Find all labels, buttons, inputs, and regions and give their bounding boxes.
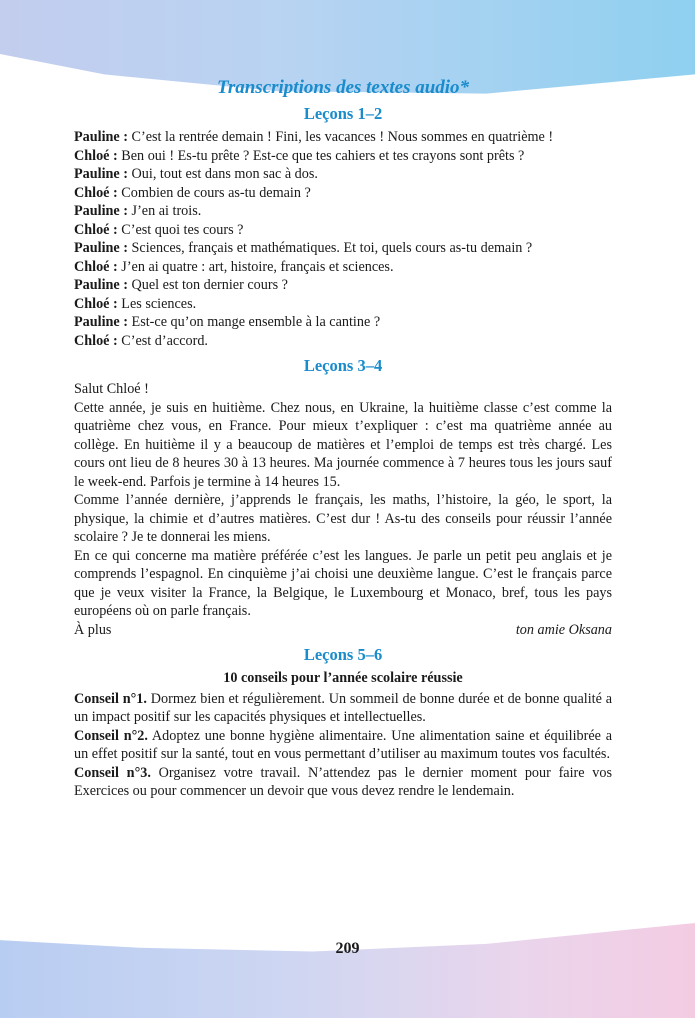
dialogue-line: Pauline : Est-ce qu’on mange ensemble à la cantine ?	[74, 314, 381, 330]
page-title: Transcriptions des textes audio*	[216, 77, 470, 98]
section-heading: Leçons 1–2	[303, 104, 383, 123]
letter-paragraph: Comme l’année dernière, j’apprends le français, les maths, l’histoire, la géo, le sport, la physique, la chimie et d’autres matières. C’est dur ! As-tu des conseils pour réussir l’année scolaire ? Je te donnerai les miens.	[74, 492, 612, 545]
dialogue	[74, 128, 612, 350]
dialogue-line: Pauline : Quel est ton dernier cours ?	[74, 277, 288, 293]
letter-greeting: Salut Chloé !	[74, 381, 149, 397]
dialogue-line: Chloé : C’est d’accord.	[74, 332, 208, 349]
section-lecons-3-4	[74, 355, 612, 639]
dialogue-line: Chloé : Ben oui ! Es-tu prête ? Est-ce que tes cahiers et tes crayons sont prêts ?	[74, 147, 525, 164]
bottom-decorative-band	[0, 923, 695, 1018]
tip-item: Conseil n°2. Adoptez une bonne hygiène alimentaire. Une alimentation saine et équilibrée a un effet positif sur la santé, tout en vous permettant d’utiliser au maximum toutes vos facultés.	[74, 727, 612, 762]
dialogue-line: Chloé : J’en ai quatre : art, histoire, français et sciences.	[74, 258, 394, 275]
page-number: 209	[335, 940, 360, 957]
letter-signature	[74, 621, 612, 640]
dialogue-line: Pauline : Sciences, français et mathématiques. Et toi, quels cours as-tu demain ?	[74, 240, 533, 256]
letter-paragraph: En ce qui concerne ma matière préférée c’est les langues. Je parle un petit peu anglais et je comprends l’espagnol. En cinquième j’ai choisi une deuxième langue. C’est le français parce que je veux visiter la France, la Belgique, le Luxembourg et Monaco, bref, tous les pays européens où on parle français.	[74, 547, 612, 619]
dialogue-line: Chloé : C’est quoi tes cours ?	[74, 221, 244, 238]
section-heading: Leçons 5–6	[303, 645, 383, 664]
closing-left: À plus	[74, 621, 112, 638]
letter-paragraph: Cette année, je suis en huitième. Chez nous, en Ukraine, la huitième classe c’est comme la quatrième chez vous, en France. Pour mieux t’expliquer : c’est ma quatrième année au collège. En huitième il y a beaucoup de matières et l’emploi de temps est très chargé. Les cours ont lieu de 8 heures 30 à 13 heures. Ma journée commence à 7 heures tous les jours sauf le week-end. Parfois je termine à 14 heures 15.	[74, 399, 612, 490]
dialogue-line: Pauline : Oui, tout est dans mon sac à dos.	[74, 166, 318, 182]
page-content	[74, 76, 612, 806]
dialogue-line: Chloé : Combien de cours as-tu demain ?	[74, 184, 311, 201]
section-lecons-1-2	[74, 103, 612, 350]
tips-subtitle: 10 conseils pour l’année scolaire réussie	[223, 670, 463, 686]
closing-right: ton amie Oksana	[515, 621, 612, 638]
section-heading: Leçons 3–4	[303, 356, 383, 375]
dialogue-line: Pauline : C’est la rentrée demain ! Fini, les vacances ! Nous sommes en quatrième !	[74, 129, 554, 145]
section-lecons-5-6	[74, 644, 612, 801]
dialogue-line: Chloé : Les sciences.	[74, 295, 197, 312]
tip-item: Conseil n°1. Dormez bien et régulièrement. Un sommeil de bonne durée et de bonne qualité a un impact positif sur les capacités physiques et intellectuelles.	[74, 690, 612, 725]
tip-item: Conseil n°3. Organisez votre travail. N’attendez pas le dernier moment pour faire vos Exercices ou pour commencer un devoir que vous devez rendre le lendemain.	[74, 764, 613, 799]
dialogue-line: Pauline : J’en ai trois.	[74, 203, 202, 219]
